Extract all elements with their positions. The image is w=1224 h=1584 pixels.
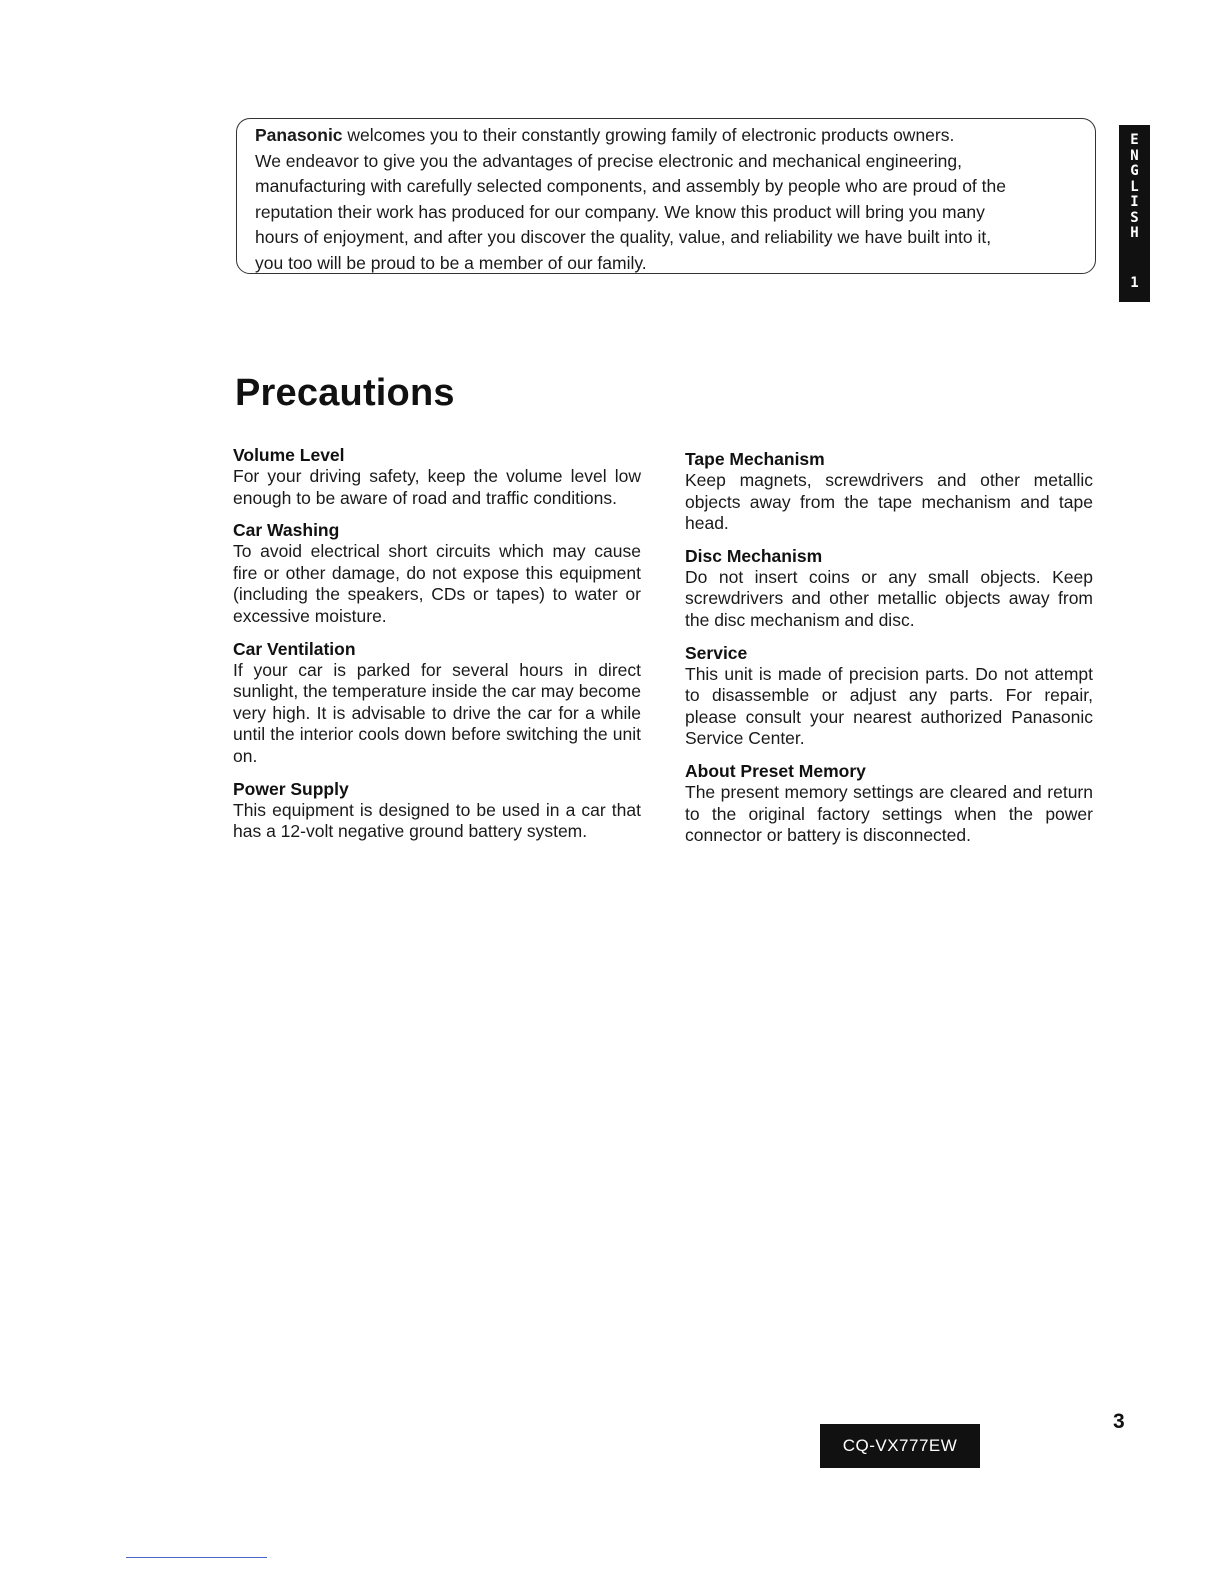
- section-body: This equipment is designed to be used in a car that has a 12-volt negative ground battery system.: [233, 799, 641, 842]
- language-tab-english: [1119, 125, 1150, 302]
- section-heading: Power Supply: [233, 778, 349, 799]
- section-body: To avoid electrical short circuits which may cause fire or other damage, do not expose this equipment (including the speakers, CDs or tapes) to water or excessive moisture.: [233, 541, 641, 626]
- intro-line: you too will be proud to be a member of our family.: [255, 252, 647, 273]
- page-title: Precautions: [235, 372, 455, 414]
- page-number: 3: [1113, 1410, 1125, 1433]
- section-heading: Car Ventilation: [233, 638, 356, 659]
- section-car-washing: [233, 519, 641, 627]
- section-body: The present memory settings are cleared and return to the original factory settings when the power connector or battery is disconnected.: [685, 781, 1093, 846]
- section-tape-mechanism: [685, 448, 1093, 535]
- section-car-ventilation: [233, 638, 641, 768]
- intro-line: hours of enjoyment, and after you discover the quality, value, and reliability we have built into it,: [255, 227, 992, 248]
- section-heading: Service: [685, 642, 748, 663]
- right-column: [685, 448, 1093, 857]
- left-column: [233, 444, 641, 853]
- section-service: [685, 642, 1093, 750]
- section-power-supply: [233, 778, 641, 843]
- language-tab-number: 1: [1130, 275, 1139, 291]
- section-about-preset-memory: [685, 760, 1093, 847]
- section-heading: Volume Level: [233, 445, 345, 465]
- section-heading: About Preset Memory: [685, 760, 866, 781]
- intro-line: reputation their work has produced for our company. We know this product will bring you many: [255, 201, 985, 222]
- model-badge: CQ-VX777EW: [820, 1424, 980, 1468]
- section-heading: Tape Mechanism: [685, 449, 825, 469]
- intro-line: Panasonic welcomes you to their constantly growing family of electronic products owners.: [255, 125, 955, 145]
- bottom-rule: [126, 1557, 267, 1558]
- section-volume-level: [233, 444, 641, 509]
- brand-name: Panasonic: [255, 125, 343, 145]
- section-body: Do not insert coins or any small objects. Keep screwdrivers and other metallic objects away from the disc mechanism and disc.: [685, 566, 1093, 630]
- intro-box: [236, 118, 1096, 274]
- section-body: If your car is parked for several hours in direct sunlight, the temperature inside the car may become very high. It is advisable to drive the car for a while until the interior cools down before switching the unit on.: [233, 659, 641, 766]
- intro-line: We endeavor to give you the advantages of precise electronic and mechanical engineering,: [255, 150, 962, 171]
- language-tab-letters: E N G L I S H: [1130, 132, 1139, 241]
- section-disc-mechanism: [685, 545, 1093, 632]
- section-heading: Car Washing: [233, 520, 340, 541]
- section-body: For your driving safety, keep the volume level low enough to be aware of road and traffic conditions.: [233, 466, 641, 508]
- section-heading: Disc Mechanism: [685, 545, 823, 566]
- section-body: Keep magnets, screwdrivers and other metallic objects away from the tape mechanism and tape head.: [685, 470, 1093, 534]
- intro-line: manufacturing with carefully selected components, and assembly by people who are proud of the: [255, 176, 1006, 197]
- section-body: This unit is made of precision parts. Do not attempt to disassemble or adjust any parts. For repair, please consult your nearest authorized Panasonic Service Center.: [685, 663, 1093, 749]
